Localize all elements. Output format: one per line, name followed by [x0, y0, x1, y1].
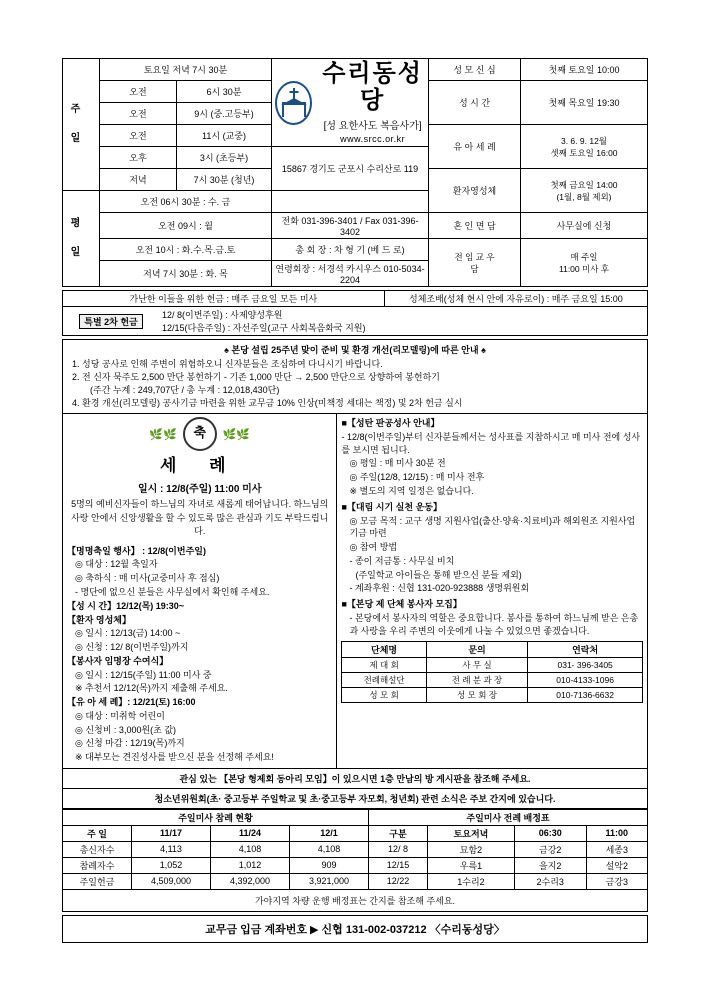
right-notice-1c: - 종이 저금통 : 사무실 비치	[349, 555, 455, 566]
notice-line-2a: ◎ 일시 : 12/13(금) 14:00 ~	[75, 628, 181, 639]
stats-r0c1: 4,113	[132, 841, 211, 857]
two-column-body	[62, 414, 648, 769]
stats-title: 주일미사 참례 현황	[63, 809, 369, 825]
sunday-label-cell	[63, 59, 100, 191]
right-column	[337, 414, 647, 768]
stats-r0c2: 4,108	[211, 841, 290, 857]
church-website[interactable]: www.srcc.or.kr	[340, 133, 406, 144]
right-notice-title-1: ■【대림 시기 실천 운동】	[341, 501, 442, 512]
stats-r1c3: 909	[290, 857, 369, 873]
rite-value-4: 사무실에 신청	[521, 213, 648, 239]
left-notices	[67, 545, 332, 764]
sched-r0c1: 묘함2	[428, 841, 515, 857]
stats-header-2: 11/24	[211, 825, 290, 841]
right-notice-title-2: ■【본당 제 단체 봉사자 모집】	[341, 599, 462, 610]
mass-time-3a: 오전	[100, 125, 177, 147]
sched-r1c0: 12/15	[369, 857, 428, 873]
celebration-stamp: 축	[183, 417, 217, 451]
right-notice-0b: ◎ 평일 : 매 미사 30분 전	[349, 458, 446, 469]
mass-time-2b: 9시 (중.고등부)	[177, 103, 272, 125]
right-notice-1e: - 계좌후원 : 신협 131-020-923888 생명위원회	[349, 583, 530, 594]
contact-r0c1: 사 무 실	[426, 658, 528, 673]
rite-label-3: 환자영성체	[429, 169, 521, 213]
mass-time-5a: 저녁	[100, 169, 177, 191]
weekday-label-cell	[63, 191, 100, 287]
mass-time-4a: 오후	[100, 147, 177, 169]
special-offering-label-cell	[63, 307, 159, 335]
stats-r0c0: 총신자수	[63, 841, 132, 857]
table-row	[342, 673, 643, 688]
parking-note: 가야지역 차량 운행 배정표는 간지를 참조해 주세요.	[63, 889, 648, 911]
notice-line-2b: ◎ 신청 : 12/ 8(이번주일)까지	[75, 642, 189, 653]
notice-line-4a: ◎ 대상 : 미취학 어린이	[75, 710, 165, 721]
contact-r1c0: 전례해설단	[342, 673, 426, 688]
notice-title-1: 【성 시 간】12/12(목) 19:30~	[67, 600, 185, 611]
right-notice-0c: ◎ 주일(12/8, 12/15) : 매 미사 전후	[349, 472, 485, 483]
contact-r2c0: 성 모 회	[342, 688, 426, 703]
chairman-cell: 총 회 장 : 차 형 기 (베 드 로)	[272, 239, 429, 261]
rite-label-2: 유 아 세 례	[429, 125, 521, 169]
stats-header-0: 주 일	[63, 825, 132, 841]
stats-header-3: 12/1	[290, 825, 369, 841]
contact-header-2: 연락처	[528, 642, 643, 658]
sched-r2c0: 12/22	[369, 873, 428, 889]
stats-r2c1: 4,509,000	[132, 873, 211, 889]
sched-r0c0: 12/ 8	[369, 841, 428, 857]
senior-cell: 연령회장 : 서경석 카시우스 010-5034-2204	[272, 261, 429, 287]
notice-line-3b: ※ 추천서 12/12(목)까지 제출해 주세요.	[75, 683, 228, 694]
notice-title-2: 【환자 영성체】	[67, 614, 131, 625]
left-column	[63, 414, 337, 768]
mass-time-5b: 7시 30분 (청년)	[177, 169, 272, 191]
masthead-logo-cell	[272, 59, 429, 147]
contact-r1c1: 전 례 분 과 장	[426, 673, 528, 688]
mass-time-sat: 토요일 저녁 7시 30분	[100, 59, 272, 81]
notice-line-3a: ◎ 일시 : 12/15(주일) 11:00 미사 중	[75, 669, 212, 680]
contact-r2c2: 010-7136-6632	[528, 688, 643, 703]
baptism-ceremony	[67, 417, 332, 539]
special-offering-cell	[63, 307, 648, 336]
contact-table	[341, 641, 643, 703]
offering-table	[62, 290, 648, 336]
contact-r2c1: 성 모 회 장	[426, 688, 528, 703]
weekday-time-0: 오전 06시 30분 : 수. 금	[100, 191, 272, 213]
right-notice-1a: ◎ 모금 목적 : 교구 생명 지원사업(출산·양육·치료비)과 해외원조 지원사업 기금 마련	[349, 515, 636, 539]
sched-r1c2: 을지2	[514, 857, 586, 873]
table-row	[63, 857, 648, 873]
church-name: 수리동성당	[322, 60, 423, 114]
notice-line-4d: ※ 대부모는 견진성사를 받으신 분을 선정해 주세요!	[75, 752, 274, 763]
contact-r0c2: 031- 396-3405	[528, 658, 643, 673]
special-offering-row-1: 12/15(다음주일) : 자선주일(교구 사회복음화국 지원)	[162, 323, 366, 333]
right-notice-1b: ◎ 참여 방법	[349, 542, 398, 553]
middle-note-1: 청소년위원회(초· 중고등부 주일학교 및 초·중고등부 자모회, 청년회) 관련 소식은 주보 간지에 있습니다.	[62, 789, 648, 809]
sched-r1c3: 설악2	[586, 857, 647, 873]
stats-r1c0: 참례자수	[63, 857, 132, 873]
table-row	[342, 658, 643, 673]
stats-r2c3: 3,921,000	[290, 873, 369, 889]
stats-header-1: 11/17	[132, 825, 211, 841]
notice-title-3: 【봉사자 임명장 수여식】	[67, 655, 169, 666]
rite-value-2: 3. 6. 9. 12월 셋째 토요일 16:00	[521, 125, 648, 169]
sched-r2c1: 1수리2	[428, 873, 515, 889]
sched-r0c2: 금강2	[514, 841, 586, 857]
footer-account: 교무금 입금 계좌번호 ▶ 신협 131-002-037212 〈수리동성당〉	[63, 915, 648, 942]
ceremony-body: 5명의 예비신자들이 하느님의 자녀로 새롭게 태어납니다. 하느님의 사랑 안에서 신앙생활을 할 수 있도록 많은 관심과 기도 부탁드립니다.	[71, 499, 329, 537]
church-emblem-icon	[275, 81, 312, 125]
rite-value-0: 첫째 토요일 10:00	[521, 59, 648, 81]
address-cell: 15867 경기도 군포시 수리산로 119	[272, 147, 429, 191]
notice-title-0: 【명명축일 행사】 : 12/8(이번주일)	[67, 545, 206, 556]
weekday-label: 평 일	[68, 217, 79, 260]
contact-header-1: 문의	[426, 642, 528, 658]
stats-r1c2: 1,012	[211, 857, 290, 873]
schedule-title: 주일미사 전례 배정표	[369, 809, 648, 825]
sched-r0c3: 세종3	[586, 841, 647, 857]
contact-r1c2: 010-4133-1096	[528, 673, 643, 688]
mass-time-3b: 11시 (교중)	[177, 125, 272, 147]
sunday-label: 주 일	[68, 103, 79, 146]
footer-table	[62, 915, 648, 943]
mass-time-1a: 오전	[100, 81, 177, 103]
right-notice-1d: (주일학교 아이들은 통해 받으신 분들 제외)	[355, 569, 522, 580]
rite-value-1: 첫째 목요일 19:30	[521, 81, 648, 125]
ceremony-title: 세 례	[159, 456, 240, 476]
notice-line-4b: ◎ 신청비 : 3,000원(초 값)	[75, 724, 177, 735]
sched-r2c2: 2수리3	[514, 873, 586, 889]
rite-label-4: 혼 인 면 담	[429, 213, 521, 239]
stats-r1c1: 1,052	[132, 857, 211, 873]
bulletin-sheet	[62, 58, 648, 943]
renovation-heading: ♠ 본당 설립 25주년 맞이 준비 및 환경 개선(리모델링)에 따른 안내 ♠	[224, 345, 486, 355]
rite-label-5: 전 임 교 우 담	[429, 239, 521, 287]
renovation-item-0: 1. 성당 공사로 인해 주변이 위험하오니 신자분들은 조심하여 다니시기 바랍니다.	[82, 358, 642, 371]
notice-title-4: 【유 아 세 례】: 12/21(토) 16:00	[67, 697, 196, 708]
notice-line-0c: - 명단에 없으신 분들은 사무실에서 확인해 주세요.	[75, 586, 270, 597]
right-notice-2a: - 본당에서 봉사자의 역할은 중요합니다. 봉사를 통하여 하느님께 받은 은총과 사랑을 우리 주변의 이웃에게 나눌 수 있었으면 좋겠습니다.	[349, 612, 639, 636]
decor-left-icon: 🌿🌿	[149, 428, 177, 441]
notice-line-0b: ◎ 축하식 : 매 미사(교중미사 후 점심)	[75, 573, 220, 584]
schedule-header-3: 11:00	[586, 825, 647, 841]
weekday-time-3: 저녁 7시 30분 : 화. 목	[100, 261, 272, 287]
stats-r2c2: 4,392,000	[211, 873, 290, 889]
weekday-time-2: 오전 10시 : 화.수.목.금.토	[100, 239, 272, 261]
notice-line-4c: ◎ 신청 마감 : 12/19(목)까지	[75, 738, 185, 749]
sched-r1c1: 우륵1	[428, 857, 515, 873]
right-notice-0d: ※ 별도의 지역 일정은 없습니다.	[349, 486, 474, 497]
contact-r0c0: 제 대 회	[342, 658, 426, 673]
contact-header-0: 단체명	[342, 642, 426, 658]
poor-offering-label: 가난한 이들을 위한 헌금 : 매주 금요일 모든 미사	[63, 291, 385, 307]
notice-line-0a: ◎ 대상 : 12월 축일자	[75, 559, 158, 570]
table-row	[342, 688, 643, 703]
renovation-section	[62, 339, 648, 414]
adoration-label: 성체조배(성체 현시 안에 자유로이) : 매주 금요일 15:00	[384, 291, 647, 307]
stats-r0c3: 4,108	[290, 841, 369, 857]
mass-time-2a: 오전	[100, 103, 177, 125]
stats-r2c0: 주일헌금	[63, 873, 132, 889]
middle-note-0: 관심 있는 【본당 형제회 동아리 모임】이 있으시면 1층 만남의 방 게시판을 참조해 주세요.	[62, 769, 648, 789]
mass-time-4b: 3시 (초등부)	[177, 147, 272, 169]
rite-value-5: 매 주일 11:00 미사 후	[521, 239, 648, 287]
table-row	[63, 841, 648, 857]
right-notice-title-0: ■【성탄 판공성사 안내】	[341, 418, 440, 429]
right-notice-0a: - 12/8(이번주일)부터 신자분들께서는 성사표를 지참하시고 매 미사 전에 성사를 보시면 됩니다.	[341, 431, 641, 455]
mass-time-1b: 6시 30분	[177, 81, 272, 103]
table-row	[63, 873, 648, 889]
schedule-header-1: 토요저녁	[428, 825, 515, 841]
stats-schedule-table	[62, 809, 648, 912]
ceremony-when: 일시 : 12/8(주일) 11:00 미사	[137, 484, 262, 496]
special-offering-row-0: 12/ 8(이번주일) : 사제양성후원	[162, 310, 283, 320]
renovation-item-2: 4. 환경 개선(리모델링) 공사기금 마련을 위한 교무금 10% 인상(미책정 세대는 책정) 및 2차 헌금 실시	[82, 397, 642, 410]
masthead-table	[62, 58, 648, 287]
rite-label-1: 성 시 간	[429, 81, 521, 125]
special-offering-badge: 특별 2차 헌금	[79, 314, 142, 329]
rite-label-0: 성 모 신 심	[429, 59, 521, 81]
church-patron: [성 요한사도 복음사가]	[323, 120, 422, 132]
decor-right-icon: 🌿🌿	[222, 428, 251, 441]
rite-value-3: 첫째 금요일 14:00 (1월, 8월 제외)	[521, 169, 648, 213]
phone-cell: 전화 031-396-3401 / Fax 031-396-3402	[272, 213, 429, 239]
schedule-header-2: 06:30	[514, 825, 586, 841]
sched-r2c3: 금강3	[586, 873, 647, 889]
renovation-item-1: 2. 전 신자 묵주도 2,500 만단 봉헌하기 - 기존 1,000 만단 → 2,500 만단으로 상향하여 봉헌하기	[82, 371, 642, 384]
weekday-time-1: 오전 09시 : 월	[100, 213, 272, 239]
special-offering-rows	[159, 307, 647, 335]
schedule-header-0: 구분	[369, 825, 428, 841]
renovation-subline: (주간 누계 : 249,707단 / 총 누계 : 12,018,430단)	[90, 385, 280, 396]
